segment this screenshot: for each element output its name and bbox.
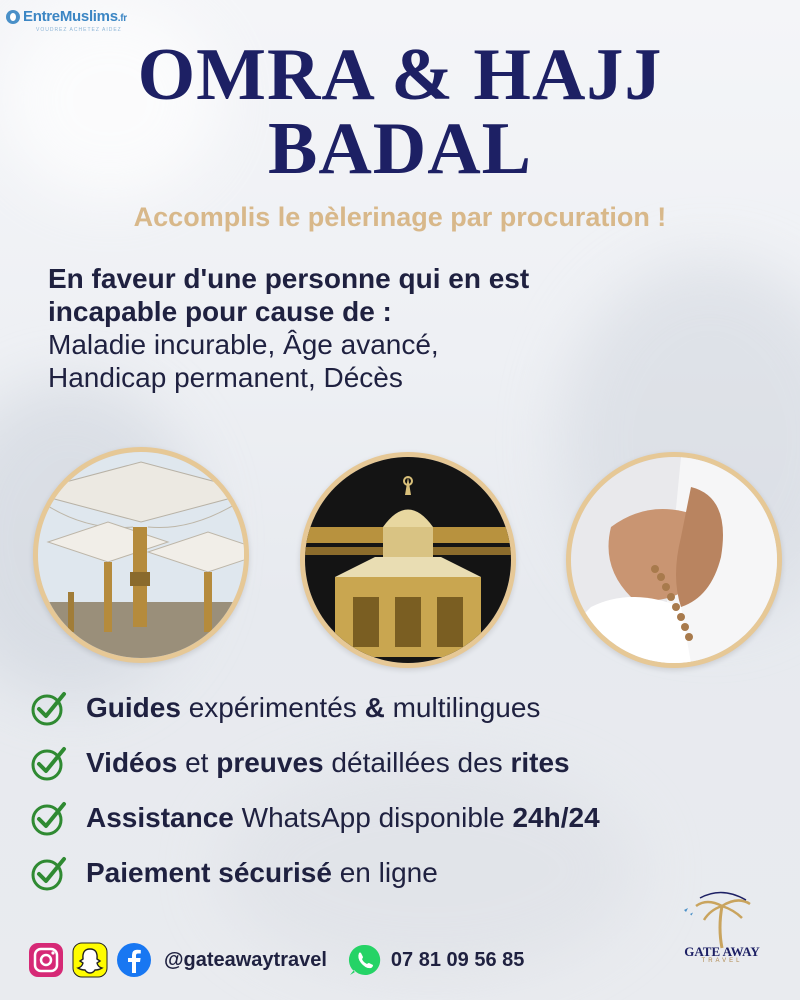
watermark-brand: EntreMuslims.fr [23,8,127,25]
social-footer [28,940,524,980]
feature-text-bold: preuves [216,747,324,778]
main-title-line1: OMRA & HAJJ [137,34,663,116]
praying-hands-photo [566,452,782,668]
check-circle-icon [30,854,68,892]
feature-item [30,688,790,728]
features-list [30,688,790,908]
feature-text-bold: Paiement sécurisé [86,857,332,888]
intro-bold-line: En faveur d'une personne qui en est [48,263,530,294]
feature-text [86,857,438,889]
umbrellas-photo [33,447,249,663]
main-title-line2: BADAL [267,108,533,190]
feature-text [86,802,600,834]
whatsapp-icon[interactable] [347,942,383,978]
feature-text-plain: en ligne [331,857,438,888]
logo-subtitle: TRAVEL [701,958,743,964]
watermark-icon [6,10,20,24]
feature-text-plain: détaillées des [323,747,511,778]
feature-text [86,692,540,724]
feature-text-plain: WhatsApp disponible [233,802,513,833]
feature-item [30,798,790,838]
watermark-tagline: VOUDREZ ACHETEZ AIDEZ [36,27,122,33]
feature-text-plain: multilingues [384,692,541,723]
intro-bold-line: incapable pour cause de : [48,296,392,328]
snapchat-icon[interactable] [72,942,108,978]
feature-text-bold: Guides [86,692,181,723]
instagram-icon[interactable] [28,942,64,978]
check-circle-icon [30,689,68,727]
social-handle[interactable]: @gateawaytravel [164,948,327,971]
feature-text-plain: et [177,747,217,778]
kaaba-photo [300,452,516,668]
feature-text-plain: expérimentés [180,692,365,723]
subtitle: Accomplis le pèlerinage par procuration ! [133,202,667,232]
intro-text [48,262,748,394]
feature-item [30,853,790,893]
phone-number[interactable]: 07 81 09 56 85 [390,948,525,971]
feature-text-bold: rites [510,747,570,778]
watermark [6,8,127,33]
intro-reasons-line: Maladie incurable, Âge avancé, [48,329,439,361]
facebook-icon[interactable] [116,942,152,978]
logo-name: GATE AWAY [684,944,760,959]
feature-text-bold: Vidéos [86,747,178,778]
feature-item [30,743,790,783]
check-circle-icon [30,744,68,782]
check-circle-icon [30,799,68,837]
feature-text-bold: & [364,692,385,723]
feature-text-bold: Assistance [86,802,234,833]
intro-reasons-line: Handicap permanent, Décès [48,362,403,394]
feature-text-bold: 24h/24 [512,802,600,833]
feature-text [86,747,570,779]
